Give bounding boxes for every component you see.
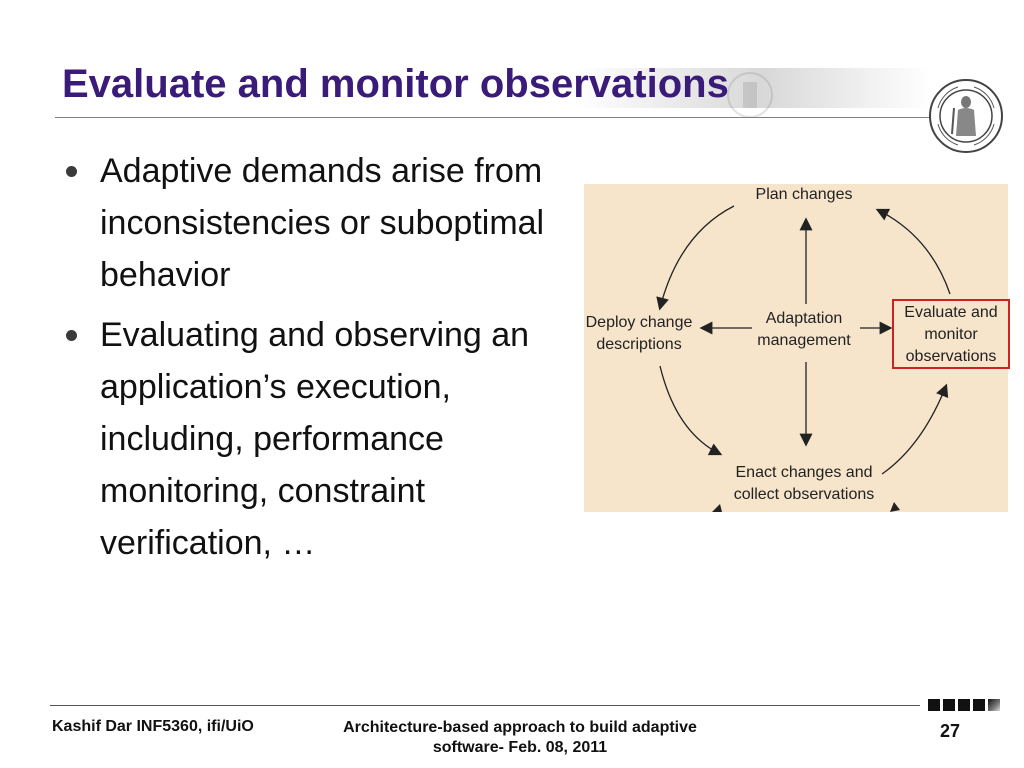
footer-course-title bbox=[300, 718, 740, 758]
bullet-list bbox=[62, 145, 572, 577]
university-seal-icon bbox=[928, 78, 1004, 154]
bullet-item-2 bbox=[62, 309, 572, 569]
bullet-item-1 bbox=[62, 145, 572, 301]
diagram-label-deploy bbox=[574, 312, 704, 356]
adaptation-cycle-diagram bbox=[584, 184, 1008, 512]
footer-center-line-2: software- Feb. 08, 2011 bbox=[432, 739, 608, 756]
footer-squares-decoration bbox=[928, 699, 1000, 711]
adapt-line-1: Adaptation bbox=[765, 310, 843, 327]
bullet-dot-icon bbox=[66, 330, 77, 341]
footer-rule bbox=[50, 705, 920, 706]
title-underline bbox=[55, 117, 935, 118]
diagram-label-evaluate-highlighted bbox=[892, 299, 1010, 369]
diagram-label-enact bbox=[714, 462, 894, 506]
bullet-text-1: Adaptive demands arise from inconsistencies or suboptimal behavior bbox=[100, 152, 545, 294]
enact-line-2: collect observations bbox=[733, 486, 875, 503]
page-number: 27 bbox=[940, 721, 961, 741]
bullet-text-2: Evaluating and observing an application’s execution, including, performance monitoring, constraint verification, … bbox=[100, 316, 530, 562]
faint-seal-watermark-icon bbox=[725, 70, 775, 120]
bullet-dot-icon bbox=[66, 166, 77, 177]
diagram-label-plan-changes bbox=[754, 184, 854, 206]
deploy-line-1: Deploy change bbox=[585, 314, 693, 331]
eval-line-2: monitor bbox=[924, 326, 978, 343]
deploy-line-2: descriptions bbox=[596, 336, 682, 353]
footer-author: Kashif Dar INF5360, ifi/UiO bbox=[52, 718, 254, 735]
eval-line-1: Evaluate and bbox=[904, 304, 998, 321]
slide-title: Evaluate and monitor observations bbox=[62, 62, 729, 106]
enact-line-1: Enact changes and bbox=[735, 464, 873, 481]
adapt-line-2: management bbox=[757, 332, 851, 349]
diagram-label-adaptation bbox=[744, 308, 864, 352]
footer-center-line-1: Architecture-based approach to build adaptive bbox=[343, 719, 697, 736]
plan-text: Plan changes bbox=[755, 186, 853, 203]
eval-line-3: observations bbox=[905, 348, 997, 365]
